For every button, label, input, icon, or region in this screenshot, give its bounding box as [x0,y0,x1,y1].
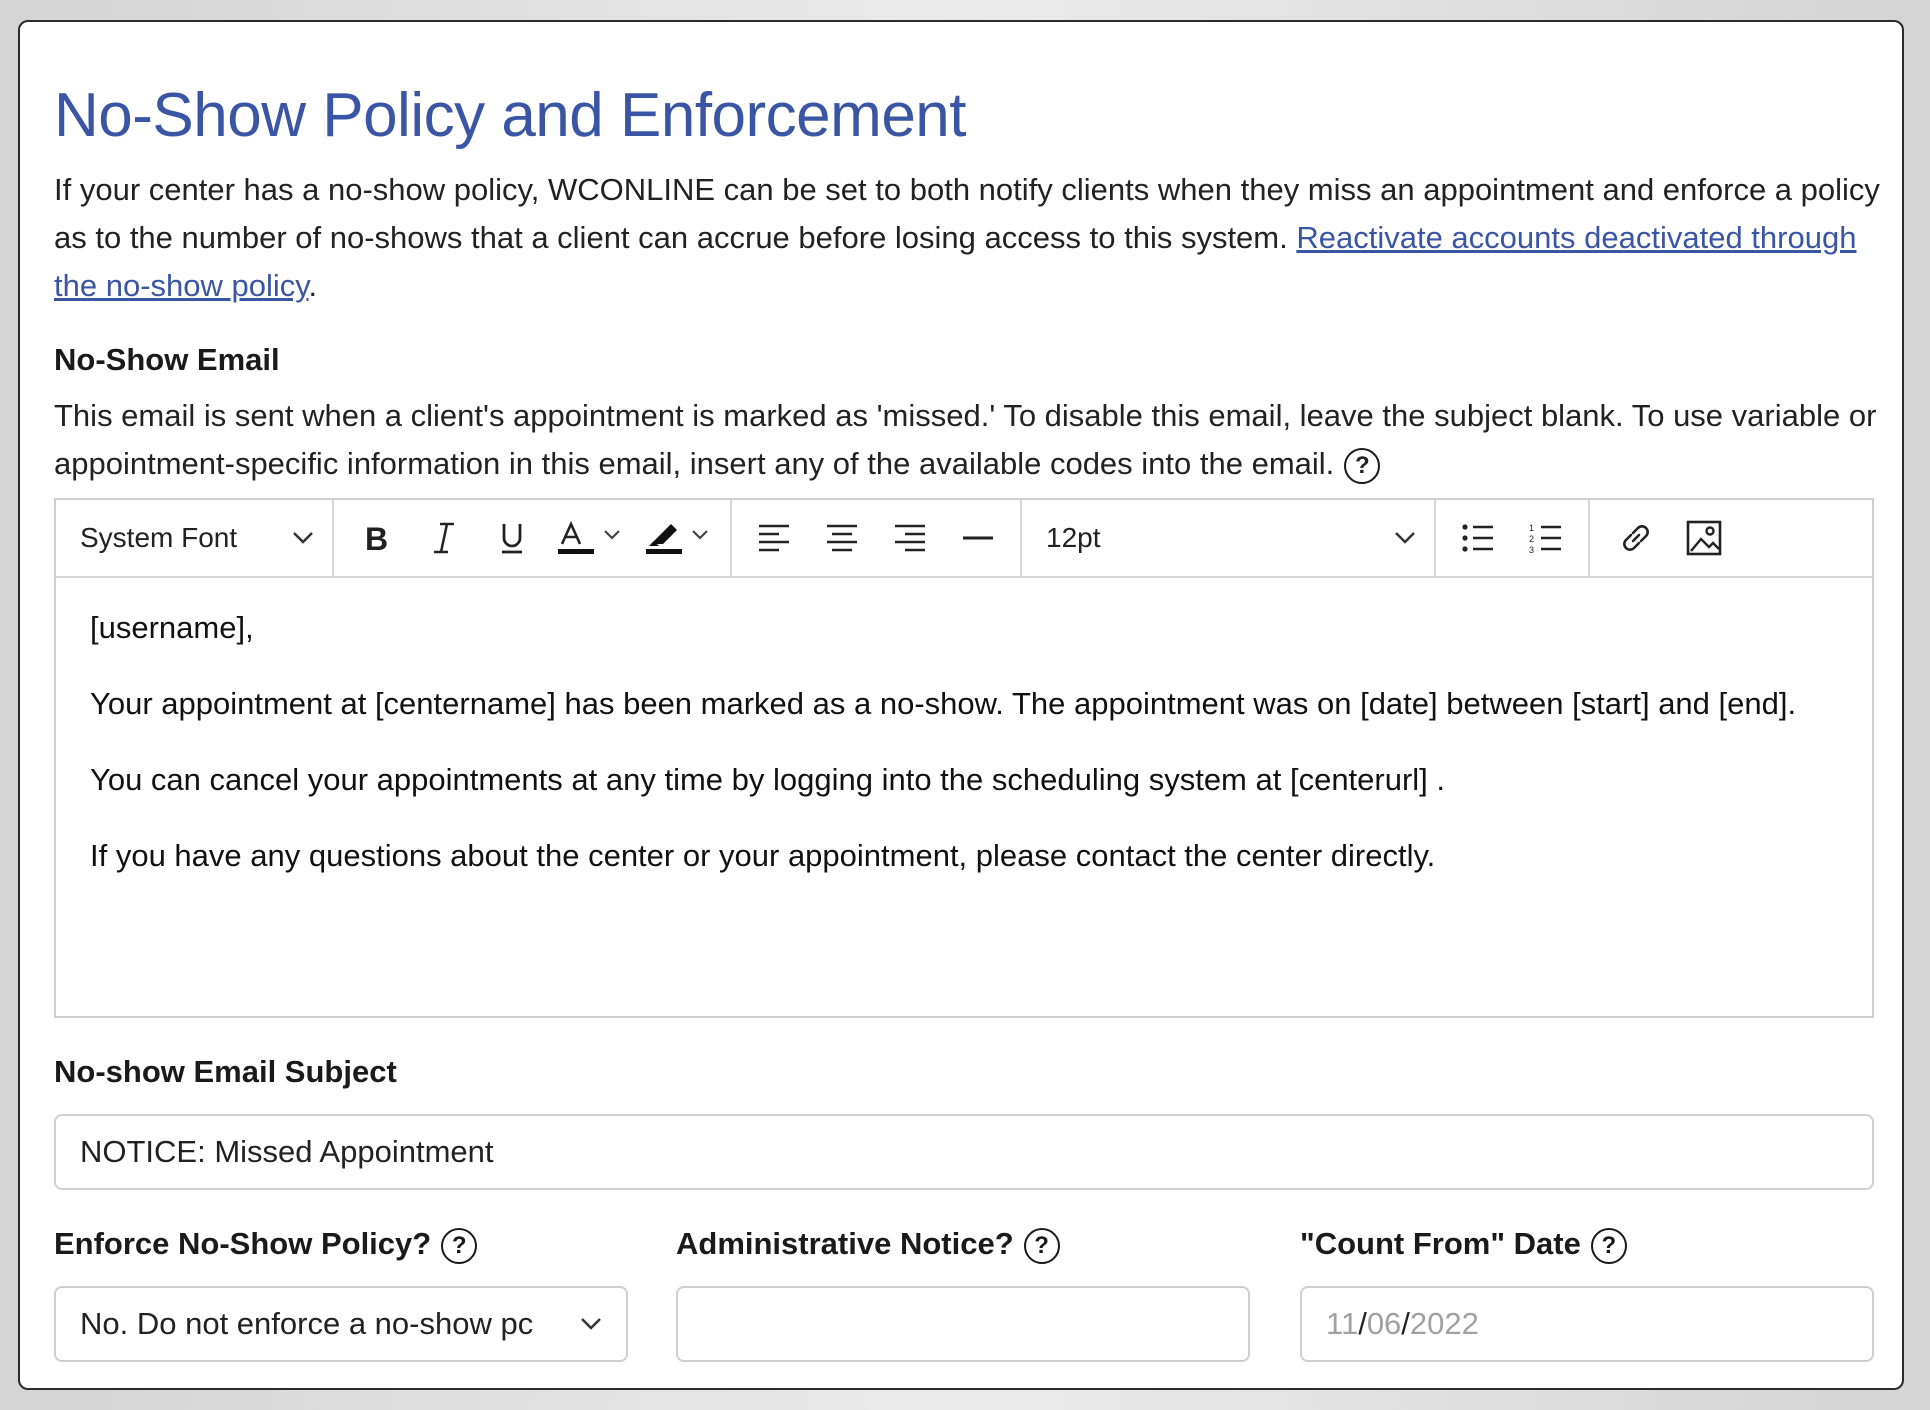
svg-text:2: 2 [1529,534,1535,544]
image-button[interactable] [1670,500,1738,576]
enforce-policy-label [54,1226,477,1264]
insert-group [1590,500,1750,576]
horizontal-rule-button[interactable] [944,500,1012,576]
italic-button[interactable] [410,500,478,576]
highlight-icon [645,520,711,556]
bullet-list-icon [1461,523,1495,553]
enforce-policy-select[interactable] [54,1286,628,1362]
image-icon [1686,520,1722,556]
font-size-select[interactable] [1022,500,1436,576]
no-show-panel [18,20,1904,1390]
numbered-list-button[interactable] [1512,500,1580,576]
font-family-select[interactable] [56,500,334,576]
italic-icon [430,521,458,555]
email-description [54,392,1884,488]
align-group [732,500,1022,576]
admin-notice-label [676,1226,1060,1264]
admin-notice-label-text: Administrative Notice? [676,1226,1014,1261]
intro-paragraph [54,166,1884,310]
align-left-icon [757,523,791,553]
chevron-down-icon [580,1317,602,1331]
count-from-date-input[interactable] [1300,1286,1874,1362]
email-description-text: This email is sent when a client's appointment is marked as 'missed.' To disable this email, leave the subject blank. To use variable or appointment-specific information in this email, insert any of the available codes into the email. [54,398,1877,481]
email-body-line: If you have any questions about the center or your appointment, please contact the center directly. [90,838,1436,873]
page-title: No-Show Policy and Enforcement [54,81,967,150]
intro-text: If your center has a no-show policy, WCONLINE can be set to both notify clients when they miss an appointment and enforce a policy as to the number of no-shows that a client can accrue before losing access to this system. [54,172,1880,255]
svg-text:1: 1 [1529,523,1535,533]
font-family-value: System Font [80,522,238,553]
date-year: 2022 [1409,1306,1479,1341]
numbered-list-icon [1529,522,1563,554]
enforce-policy-value: No. Do not enforce a no-show pc [80,1306,534,1341]
underline-button[interactable] [478,500,546,576]
email-section-title: No-Show Email [54,342,280,377]
count-from-label [1300,1226,1627,1264]
bold-button[interactable] [342,500,410,576]
email-body-line: You can cancel your appointments at any time by logging into the scheduling system at [centerurl] . [90,762,1446,797]
date-separator: / [1401,1306,1410,1341]
email-editor [54,498,1874,1018]
align-right-icon [893,523,927,553]
highlight-button[interactable] [634,500,722,576]
date-month: 11 [1326,1306,1359,1341]
email-body-editor[interactable] [56,578,1872,938]
subject-input[interactable]: NOTICE: Missed Appointment [54,1114,1874,1190]
help-icon[interactable]: ? [441,1228,477,1264]
subject-label: No-show Email Subject [54,1054,397,1089]
help-icon[interactable]: ? [1344,448,1380,484]
align-right-button[interactable] [876,500,944,576]
align-center-icon [825,523,859,553]
enforce-policy-label-text: Enforce No-Show Policy? [54,1226,432,1261]
help-icon[interactable]: ? [1024,1228,1060,1264]
chevron-down-icon [292,531,314,545]
chevron-down-icon [1394,531,1416,545]
reactivate-accounts-link[interactable]: Reactivate accounts deactivated through the no-show policy [54,220,1857,303]
text-color-button[interactable] [546,500,634,576]
intro-end: . [308,268,318,303]
underline-icon [498,521,526,555]
bold-icon [362,522,390,554]
date-day: 06 [1366,1306,1402,1341]
count-from-label-text: "Count From" Date [1300,1226,1581,1261]
svg-text:B: B [365,522,389,554]
link-icon [1618,520,1654,556]
format-group [334,500,732,576]
admin-notice-input[interactable] [676,1286,1250,1362]
align-center-button[interactable] [808,500,876,576]
font-size-value: 12pt [1046,522,1101,553]
horizontal-rule-icon [961,523,995,553]
list-group [1436,500,1590,576]
svg-text:3: 3 [1529,545,1535,554]
bullet-list-button[interactable] [1444,500,1512,576]
email-body-line: Your appointment at [centername] has been marked as a no-show. The appointment was on [date] between [start] and [end]. [90,686,1797,721]
align-left-button[interactable] [740,500,808,576]
editor-toolbar [56,500,1872,578]
email-body-line: [username], [90,610,254,645]
help-icon[interactable]: ? [1591,1228,1627,1264]
text-color-icon [557,520,623,556]
link-button[interactable] [1602,500,1670,576]
date-separator: / [1358,1306,1367,1341]
